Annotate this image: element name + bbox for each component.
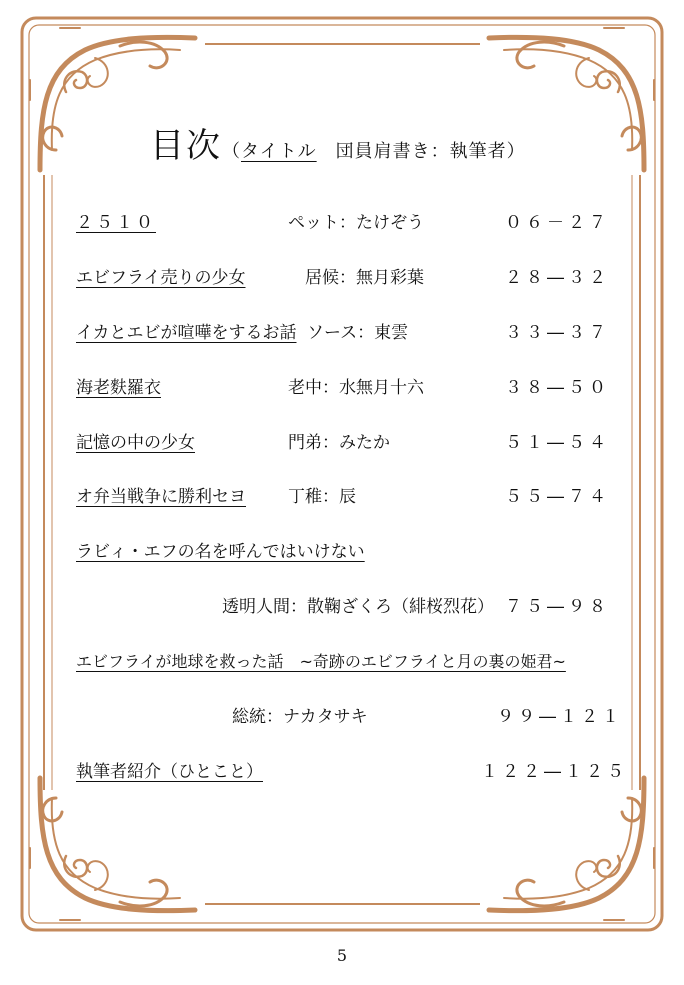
entry-author: 透明人間：散鞠ざくろ（緋桜烈花）	[222, 597, 494, 617]
entry-author: 居候：無月彩葉	[305, 268, 424, 288]
toc-heading-label: タイトル	[241, 141, 317, 162]
entry-pages: ０６－２７	[505, 213, 610, 233]
entry-author: ソース：東雲	[307, 323, 409, 343]
toc-title: 目次	[150, 126, 222, 166]
entry-pages: ９９―１２１	[497, 707, 623, 727]
entry-title[interactable]: 記憶の中の少女	[76, 433, 195, 453]
entry-author: ペット：たけぞう	[288, 213, 424, 233]
entry-pages: ５５―７４	[505, 487, 610, 507]
entry-pages: １２２―１２５	[481, 762, 628, 782]
entry-title[interactable]: イカとエビが喧嘩をするお話	[76, 323, 297, 343]
toc-heading-rest: 団員肩書き：執筆者）	[316, 141, 526, 162]
page-number: 5	[336, 946, 348, 965]
entry-title[interactable]: エビフライが地球を救った話 ~奇跡のエビフライと月の裏の姫君~	[76, 652, 566, 671]
entry-title[interactable]: ２５１０	[76, 213, 156, 233]
entry-pages: ５１―５４	[505, 433, 610, 453]
entry-pages: ２８―３２	[505, 268, 610, 288]
entry-title[interactable]: ラビィ・エフの名を呼んではいけない	[76, 542, 365, 562]
entry-author: 丁稚：辰	[288, 487, 356, 507]
entry-title[interactable]: エビフライ売りの少女	[76, 268, 246, 288]
toc-heading-open: （	[222, 141, 241, 162]
entry-pages: ７５―９８	[505, 597, 610, 617]
entry-author: 総統：ナカタサキ	[232, 707, 368, 727]
entry-pages: ３３―３７	[505, 323, 610, 343]
entry-author: 老中：水無月十六	[288, 378, 424, 398]
entry-pages: ３８―５０	[505, 378, 610, 398]
entry-title[interactable]: 執筆者紹介（ひとこと）	[76, 762, 263, 782]
entry-title[interactable]: オ弁当戦争に勝利セヨ	[76, 487, 246, 507]
toc-heading	[150, 118, 526, 167]
entry-author: 門弟：みたか	[288, 433, 390, 453]
entry-title[interactable]: 海老麩羅衣	[76, 378, 161, 398]
